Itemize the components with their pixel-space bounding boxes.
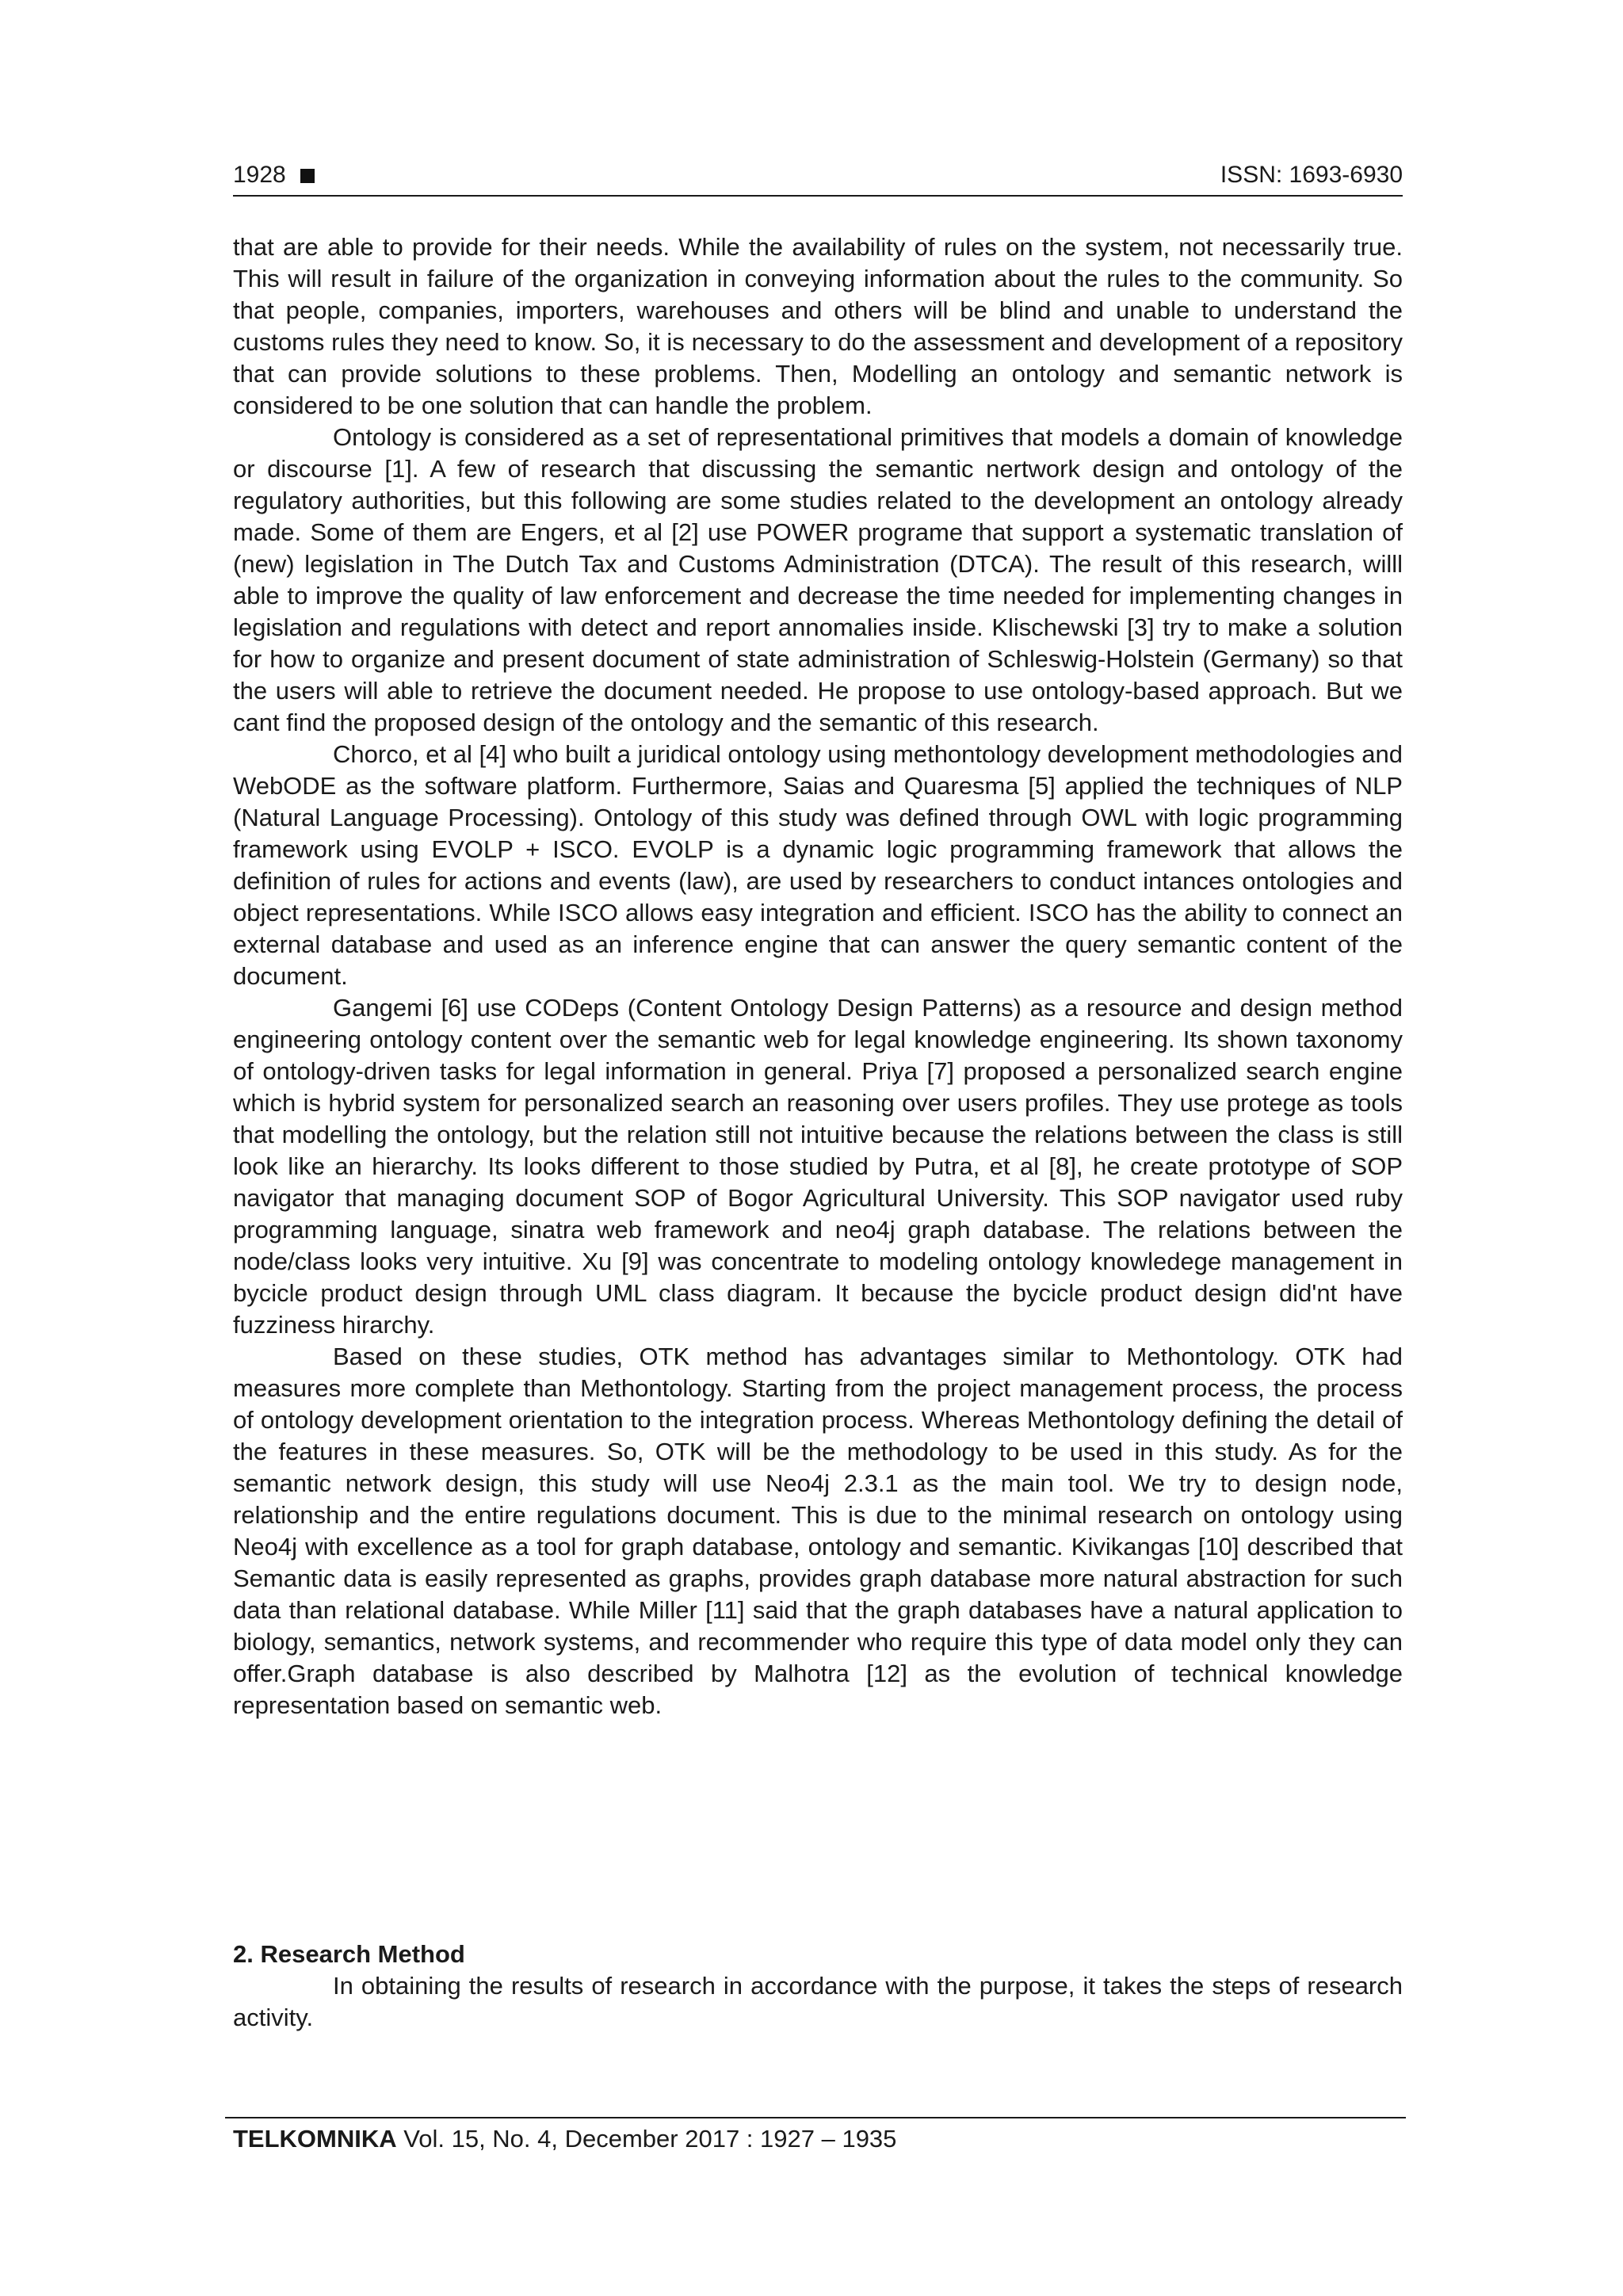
black-square-icon [300, 169, 315, 183]
page-footer [233, 2122, 1403, 2157]
page-number-group [233, 156, 315, 194]
page-number: 1928 [233, 162, 286, 188]
footer-divider [225, 2117, 1406, 2118]
paragraph-otk: Based on these studies, OTK method has advantages similar to Methontology. OTK had measures more complete than Methontology. Starting from the project management process, the process of ontology development orientation to the integration process. Whereas Methontology defining the detail of the features in these measures. So, OTK will be the methodology to be used in this study. As for the semantic network design, this study will use Neo4j 2.3.1 as the main tool. We try to design node, relationship and the entire regulations document. This is due to the minimal research on ontology using Neo4j with excellence as a tool for graph database, ontology and semantic. Kivikangas [10] described that Semantic data is easily represented as graphs, provides graph database more natural abstraction for such data than relational database. While Miller [11] said that the graph databases have a natural application to biology, semantics, network systems, and recommender who require this type of data model only they can offer.Graph database is also described by Malhotra [12] as the evolution of technical knowledge representation based on semantic web. [233, 1343, 1403, 1719]
header-divider [233, 195, 1403, 197]
paragraph-ontology: Ontology is considered as a set of representational primitives that models a domain of knowledge or discourse [1]. A few of research that discussing the semantic nertwork design and ontology of the regulatory authorities, but this following are some studies related to the development an ontology already made. Some of them are Engers, et al [2] use POWER programe that support a systematic translation of (new) legislation in The Dutch Tax and Customs Administration (DTCA). The result of this research, willl able to improve the quality of law enforcement and decrease the time needed for implementing changes in legislation and regulations with detect and report annomalies inside. Klischewski [3] try to make a solution for how to organize and present document of state administration of Schleswig-Holstein (Germany) so that the users will able to retrieve the document needed. He propose to use ontology-based approach. But we cant find the proposed design of the ontology and the semantic of this research. [233, 423, 1403, 736]
main-text [233, 231, 1403, 1721]
journal-citation: Vol. 15, No. 4, December 2017 : 1927 – 1935 [396, 2125, 897, 2153]
issn-label: ISSN: 1693-6930 [1220, 162, 1403, 188]
section-heading: 2. Research Method [233, 1940, 465, 1968]
paragraph-chorco: Chorco, et al [4] who built a juridical ontology using methontology development methodologies and WebODE as the software platform. Furthermore, Saias and Quaresma [5] applied the techniques of NLP (Natural Language Processing). Ontology of this study was defined through OWL with logic programming framework using EVOLP + ISCO. EVOLP is a dynamic logic programming framework that allows the definition of rules for actions and events (law), are used by researchers to conduct intances ontologies and object representations. While ISCO allows easy integration and efficient. ISCO has the ability to connect an external database and used as an inference engine that can answer the query semantic content of the document. [233, 740, 1403, 990]
section-body [233, 1970, 1403, 2034]
paragraph-research-method: In obtaining the results of research in accordance with the purpose, it takes the steps of research activity. [233, 1972, 1403, 2031]
paragraph-gangemi: Gangemi [6] use CODeps (Content Ontology Design Patterns) as a resource and design method engineering ontology content over the semantic web for legal knowledge engineering. Its shown taxonomy of ontology-driven tasks for legal information in general. Priya [7] proposed a personalized search engine which is hybrid system for personalized search an reasoning over users profiles. They use protege as tools that modelling the ontology, but the relation still not intuitive because the relations between the class is still look like an hierarchy. Its looks different to those studied by Putra, et al [8], he create prototype of SOP navigator that managing document SOP of Bogor Agricultural University. This SOP navigator used ruby programming language, sinatra web framework and neo4j graph database. The relations between the node/class looks very intuitive. Xu [9] was concentrate to modeling ontology knowledege management in bycicle product design through UML class diagram. It because the bycicle product design did'nt have fuzziness hirarchy. [233, 994, 1403, 1339]
journal-name: TELKOMNIKA [233, 2125, 397, 2153]
page-header [233, 156, 1403, 194]
paragraph-continued: that are able to provide for their needs. While the availability of rules on the system, not necessarily true. This will result in failure of the organization in conveying information about the rules to the community. So that people, companies, importers, warehouses and others will be blind and unable to understand the customs rules they need to know. So, it is necessary to do the assessment and development of a repository that can provide solutions to these problems. Then, Modelling an ontology and semantic network is considered to be one solution that can handle the problem. [233, 233, 1403, 419]
